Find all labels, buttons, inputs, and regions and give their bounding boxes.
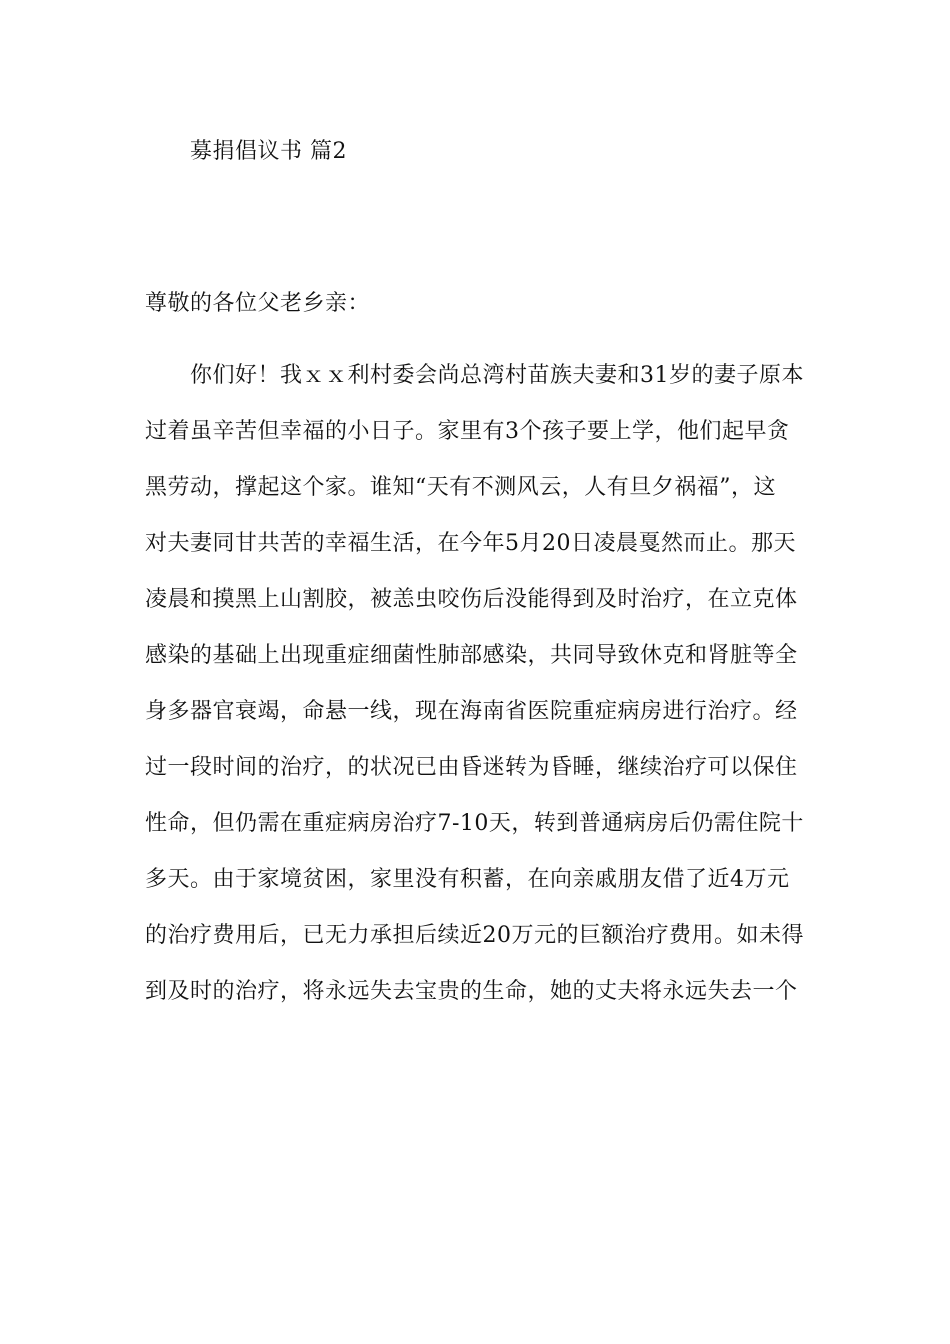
paragraph-line: 多天。由于家境贫困，家里没有积蓄，在向亲戚朋友借了近4万元 <box>145 867 790 892</box>
paragraph-line: 性命，但仍需在重症病房治疗7-10天，转到普通病房后仍需住院十 <box>145 811 804 836</box>
body-paragraph <box>145 360 810 1032</box>
paragraph-line: 你们好！我ｘｘ利村委会尚总湾村苗族夫妻和31岁的妻子原本 <box>190 363 804 388</box>
paragraph-line: 过着虽辛苦但幸福的小日子。家里有3个孩子要上学，他们起早贪 <box>145 419 790 444</box>
salutation: 尊敬的各位父老乡亲： <box>145 291 371 316</box>
paragraph-line: 的治疗费用后，已无力承担后续近20万元的巨额治疗费用。如未得 <box>145 923 804 948</box>
paragraph-line: 到及时的治疗，将永远失去宝贵的生命，她的丈夫将永远失去一个 <box>145 979 798 1004</box>
paragraph-line: 感染的基础上出现重症细菌性肺部感染，共同导致休克和肾脏等全 <box>145 643 798 668</box>
document-title: 募捐倡议书 篇2 <box>190 139 347 164</box>
paragraph-line: 凌晨和摸黑上山割胶，被恙虫咬伤后没能得到及时治疗，在立克体 <box>145 587 798 612</box>
paragraph-line: 黑劳动，撑起这个家。谁知“天有不测风云，人有旦夕祸福”，这 <box>145 475 776 500</box>
paragraph-line: 对夫妻同甘共苦的幸福生活，在今年5月20日凌晨戛然而止。那天 <box>145 531 796 556</box>
paragraph-line: 过一段时间的治疗，的状况已由昏迷转为昏睡，继续治疗可以保住 <box>145 755 798 780</box>
paragraph-line: 身多器官衰竭，命悬一线，现在海南省医院重症病房进行治疗。经 <box>145 699 798 724</box>
